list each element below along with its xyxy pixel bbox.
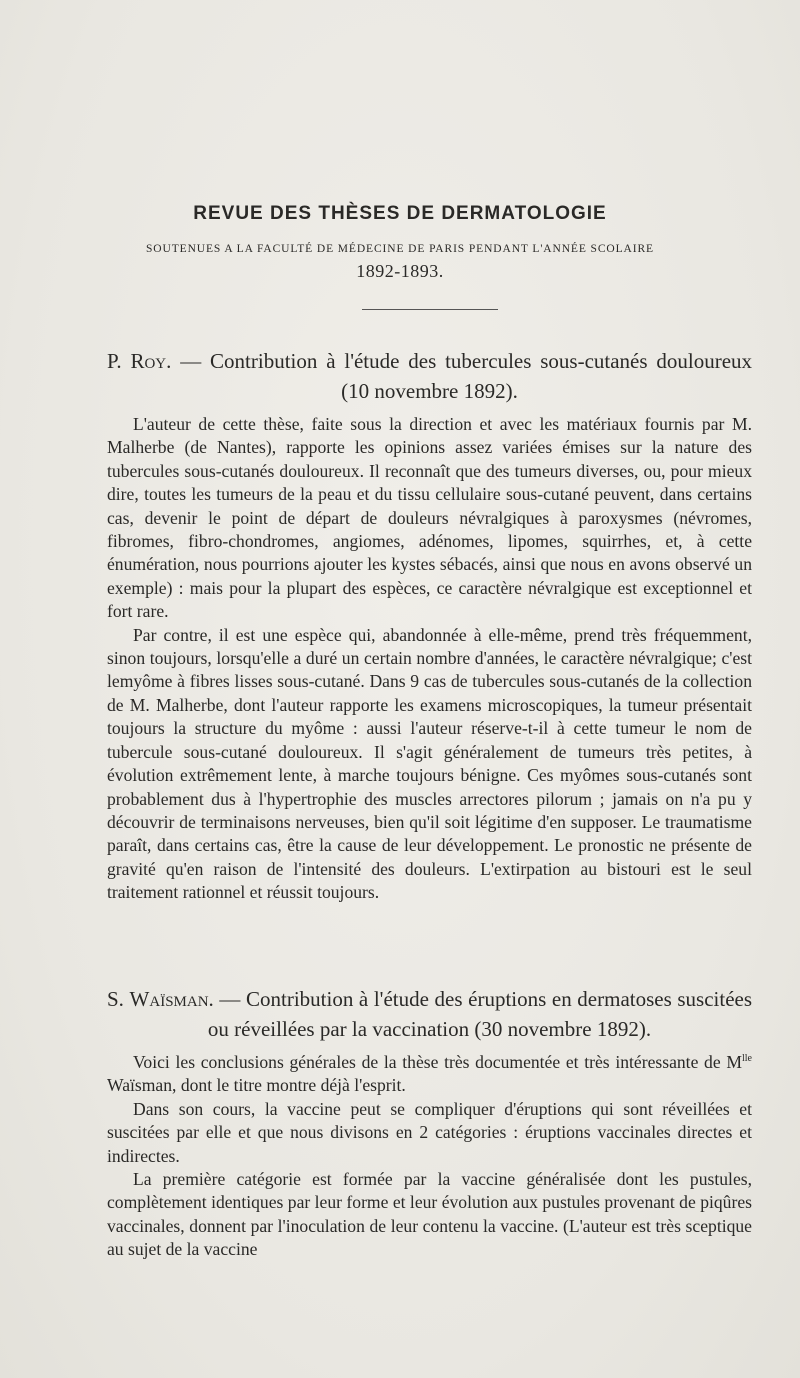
entry-heading [107, 346, 752, 406]
entry-heading [107, 984, 752, 1044]
paragraph: Par contre, il est une espèce qui, abandonnée à elle-même, prend très fréquemment, sinon toujours, lorsqu'elle a duré un certain nombre d'années, le caractère névralgique; c'est lemyôme à fibres lisses sous-cutané. Dans 9 cas de tubercules sous-cutanés de la collection de M. Malherbe, dont l'auteur rapporte les examens microscopiques, la tumeur présentait toujours la structure du myôme : aussi l'auteur réserve-t-il à cette tumeur le nom de tubercule sous-cutané douloureux. Il s'agit généralement de tumeurs très petites, à évolution extrêmement lente, à marche toujours bénigne. Ces myômes sous-cutanés sont probablement dus à l'hypertrophie des muscles arrectores pilorum ; jamais on n'a pu y découvrir de terminaisons nerveuses, bien qu'il soit légitime d'en supposer. Le traumatisme paraît, dans certains cas, être la cause de leur développement. Le pronostic ne présente de gravité qu'en raison de l'intensité des douleurs. L'extirpation au bistouri est le seul traitement rationnel et réussit toujours. [107, 624, 752, 903]
author-initial: S. [107, 987, 124, 1011]
paragraph-text: Voici les conclusions générales de la thèse très documentée et très intéressante de M [133, 1052, 742, 1072]
paragraph: La première catégorie est formée par la vaccine généralisée dont les pustules, complètement identiques par leur forme et leur évolution aux pustules provenant de piqûres vaccinales, donnent par l'inoculation de leur contenu la vaccine. (L'auteur est très sceptique au sujet de la vaccine [107, 1169, 752, 1260]
page-subtitle: SOUTENUES A LA FACULTÉ DE MÉDECINE DE PARIS PENDANT L'ANNÉE SCOLAIRE [146, 243, 654, 255]
paragraph-text: Waïsman, dont le titre montre déjà l'esprit. [107, 1075, 406, 1096]
paragraph: Dans son cours, la vaccine peut se compliquer d'éruptions qui sont réveillées et suscitées par elle et que nous divisons en 2 catégories : éruptions vaccinales directes et indirectes. [107, 1098, 752, 1166]
page-title: REVUE DES THÈSES DE DERMATOLOGIE [193, 203, 607, 224]
paragraph: L'auteur de cette thèse, faite sous la direction et avec les matériaux fournis par M. Malherbe (de Nantes), rapporte les opinions assez variées émises sur la nature des tubercules sous-cutanés douloureux. Il reconnaît que des tumeurs diverses, ou, pour mieux dire, toutes les tumeurs de la peau et du tissu cellulaire sous-cutané peuvent, dans certains cas, devenir le point de départ de douleurs névralgiques à paroxysmes (névromes, fibromes, fibro-chondromes, angiomes, adénomes, lipomes, squirrhes, et, à cette énumération, nous pourrions ajouter les kystes sébacés, ainsi que nous en avons observé un exemple) : mais pour la plupart des espèces, ce caractère névralgique est exceptionnel et fort rare. [107, 414, 752, 622]
divider-rule [362, 309, 498, 310]
entry-title: — Contribution à l'étude des éruptions en dermatoses suscitées ou réveillées par la vaccination (30 novembre 1892). [207, 987, 753, 1041]
author-name: Roy. [130, 349, 172, 373]
paragraph [107, 1051, 752, 1098]
thesis-entry-roy [107, 346, 752, 905]
author-initial: P. [107, 349, 122, 373]
page-year: 1892-1893. [356, 261, 444, 281]
entry-title: — Contribution à l'étude des tubercules sous-cutanés douloureux (10 novembre 1892). [171, 349, 753, 403]
superscript: lle [742, 1053, 752, 1065]
thesis-entry-waisman [107, 984, 752, 1262]
author-name: Waïsman. [129, 987, 214, 1011]
